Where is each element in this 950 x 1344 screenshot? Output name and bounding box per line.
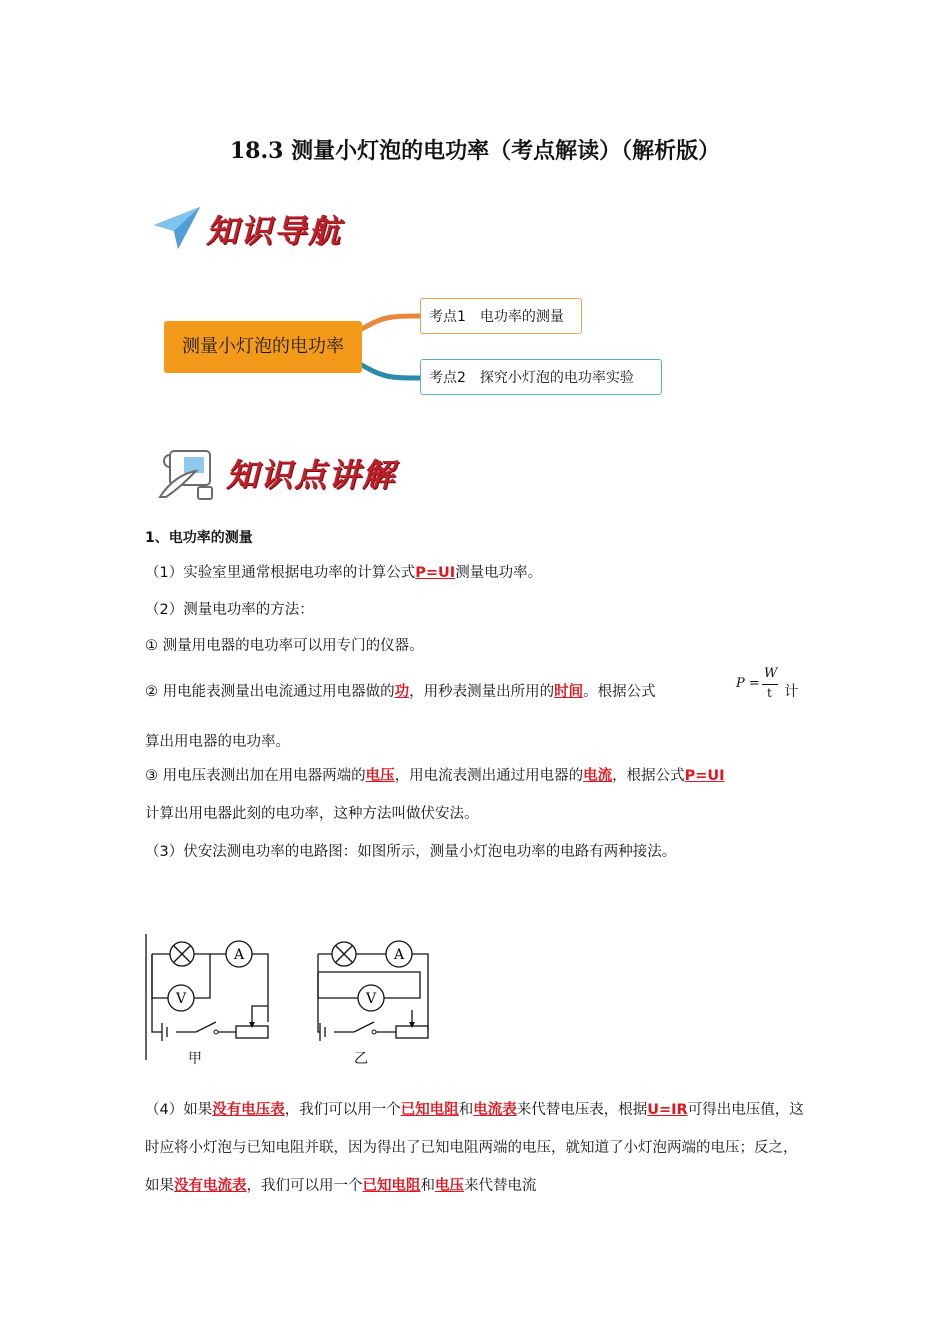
- circuit-caption-left: 甲: [188, 1051, 202, 1067]
- banner-knowledge-lecture: 知识点讲解: [226, 456, 397, 494]
- keyword-work: 功: [394, 684, 410, 700]
- keyword-voltage: 电压: [365, 768, 395, 784]
- keyword: 电压: [435, 1178, 464, 1194]
- mindmap-branches: [360, 300, 424, 382]
- section-heading: 1、电功率的测量: [145, 530, 253, 546]
- keyword: 没有电压表: [212, 1102, 285, 1118]
- formula-numerator: W: [764, 666, 778, 681]
- paragraph-5-cont: 计算出用电器此刻的电功率，这种方法叫做伏安法。: [145, 806, 479, 822]
- text: ，我们可以用一个: [284, 1102, 401, 1118]
- formula-denominator: t: [767, 686, 772, 700]
- text: ，我们可以用一个: [246, 1178, 363, 1194]
- circuit-diagrams: [140, 930, 440, 1070]
- lecture-banner: [156, 447, 218, 507]
- paragraph-3: ① 测量用电器的电功率可以用专门的仪器。: [145, 638, 424, 654]
- mindmap-root: 测量小灯泡的电功率: [164, 321, 362, 373]
- paragraph-5: [145, 764, 725, 785]
- keyword: 已知电阻: [400, 1102, 459, 1118]
- voltmeter-label-right: V: [365, 991, 377, 1007]
- paragraph-4: [145, 680, 656, 701]
- paragraph-1: [145, 561, 542, 582]
- keyword: 电流表: [473, 1102, 517, 1118]
- text: ，用电流表测出通过用电器的: [394, 768, 584, 784]
- banner-knowledge-nav: 知识导航: [206, 212, 343, 250]
- text: 测量电功率。: [455, 565, 543, 581]
- text: 和: [420, 1178, 435, 1194]
- ammeter-label-right: A: [393, 947, 405, 963]
- paper-plane-icon: [152, 203, 204, 251]
- navigation-banner: [152, 203, 204, 255]
- keyword-formula: U=IR: [647, 1102, 688, 1118]
- page-title: 18.3 测量小灯泡的电功率（考点解读）（解析版）: [229, 138, 721, 164]
- ammeter-label-left: A: [233, 947, 245, 963]
- text: （1）实验室里通常根据电功率的计算公式: [145, 565, 416, 581]
- text: ，用秒表测量出所用的: [409, 684, 555, 700]
- text: 来代替电流: [464, 1178, 537, 1194]
- keyword-current: 电流: [583, 768, 613, 784]
- paragraph-4-cont: 算出用电器的电功率。: [145, 734, 290, 750]
- text: ，根据公式: [612, 768, 685, 784]
- keyword: 已知电阻: [362, 1178, 421, 1194]
- paragraph-6: （3）伏安法测电功率的电路图：如图所示，测量小灯泡电功率的电路有两种接法。: [145, 844, 677, 860]
- paragraph-2: （2）测量电功率的方法：: [145, 602, 314, 618]
- scroll-quill-icon: [156, 447, 218, 503]
- circuit-caption-right: 乙: [354, 1051, 368, 1067]
- keyword-formula: P=UI: [415, 565, 456, 581]
- keyword-time: 时间: [554, 684, 584, 700]
- text: 。根据公式: [583, 684, 656, 700]
- text: 计: [784, 684, 799, 700]
- formula-lhs: P =: [736, 676, 760, 691]
- text: ③ 用电压表测出加在用电器两端的: [145, 768, 366, 784]
- keyword-formula: P=UI: [684, 768, 725, 784]
- mindmap-node-1: 考点1 电功率的测量: [420, 298, 582, 334]
- text: 可得出电压值，这时应将小灯泡与已知电阻并联，因为得出了已知电阻两端的电压，就知道了小灯泡两端的电压；反之，如果: [145, 1102, 804, 1194]
- text: 来代替电压表，根据: [516, 1102, 648, 1118]
- keyword: 没有电流表: [174, 1178, 247, 1194]
- voltmeter-label-left: V: [175, 991, 187, 1007]
- power-formula: [736, 666, 782, 706]
- text: （4）如果: [145, 1102, 213, 1118]
- mindmap-node-2: 考点2 探究小灯泡的电功率实验: [420, 359, 662, 395]
- paragraph-7: [145, 1091, 805, 1205]
- text: ② 用电能表测量出电流通过用电器做的: [145, 684, 395, 700]
- text: 和: [458, 1102, 474, 1118]
